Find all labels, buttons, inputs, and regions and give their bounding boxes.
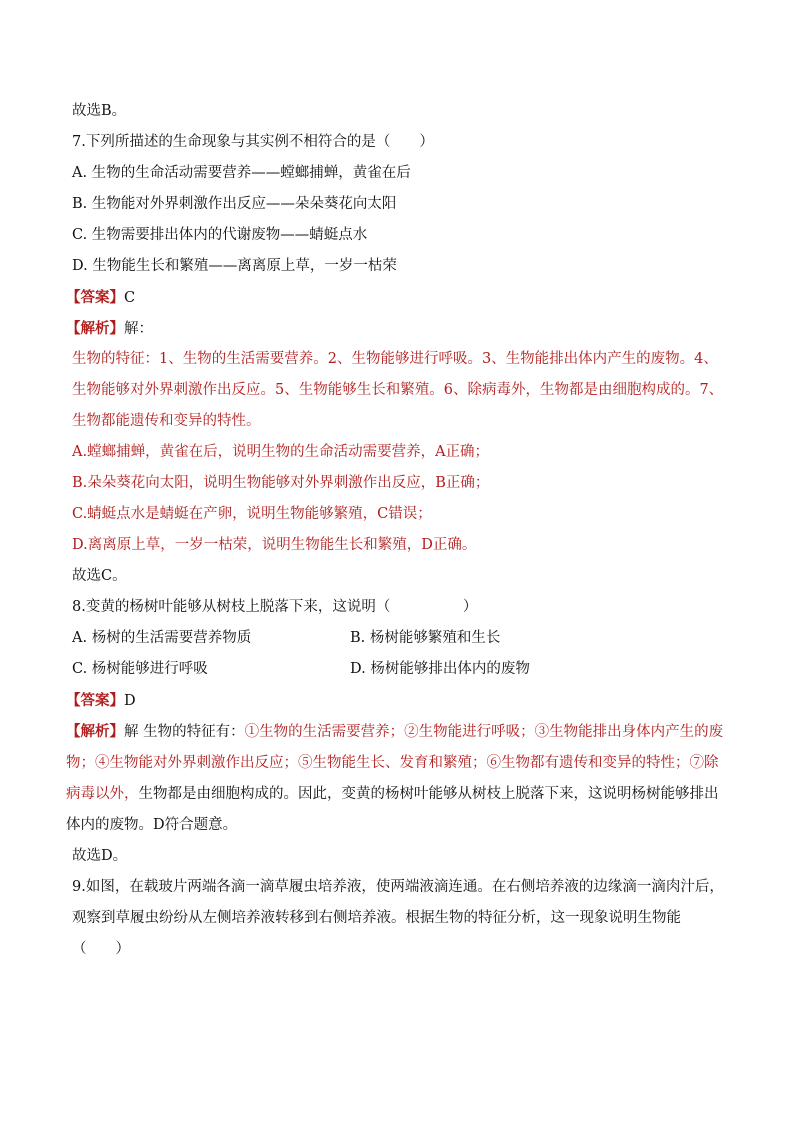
q9-question: 9.如图，在载玻片两端各滴一滴草履虫培养液，使两端液滴连通。在右侧培养液的边缘滴一滴肉汁后，观察到草履虫纷纷从左侧培养液转移到右侧培养液。根据生物的特征分析，这一现象说明生物能（ ） [72, 879, 724, 957]
q7-analysis-heading [66, 313, 726, 344]
q8-question: 8.变黄的杨树叶能够从树枝上脱落下来，这说明（ ） [72, 599, 478, 615]
q8-analysis-red: ①生物的生活需要营养；②生物能进行呼吸；③生物能排出身体内产生的废物；④生物能对外界刺激作出反应；⑤生物能生长、发育和繁殖；⑥生物都有遗传和变异的特性；⑦除病毒以外， [66, 724, 724, 802]
q7-analysis-item-d: D.离离原上草，一岁一枯荣，说明生物能生长和繁殖，D正确。 [72, 537, 477, 553]
q7-analysis-item-a: A.螳螂捕蝉，黄雀在后，说明生物的生命活动需要营养，A正确； [72, 444, 490, 460]
q8-analysis-tail: 生物都是由细胞构成的。因此，变黄的杨树叶能够从树枝上脱落下来，这说明杨树能够排出体内的废物。D符合题意。 [66, 786, 719, 833]
q8-option-d: D. 杨树能够排出体内的废物 [350, 661, 530, 677]
q8-answer-value: D [124, 693, 136, 709]
q7-option-d: D. 生物能生长和繁殖——离离原上草，一岁一枯荣 [72, 258, 397, 274]
q7-conclusion: 故选C。 [72, 568, 127, 584]
q7-option-c: C. 生物需要排出体内的代谢废物——蜻蜓点水 [72, 227, 368, 243]
q7-answer-tag: 【答案】 [66, 289, 124, 306]
q7-answer [66, 282, 726, 313]
q7-answer-value: C [124, 290, 136, 306]
q7-option-b: B. 生物能对外界刺激作出反应——朵朵葵花向太阳 [72, 196, 397, 212]
q8-conclusion: 故选D。 [72, 848, 128, 864]
q8-option-c: C. 杨树能够进行呼吸 [72, 661, 208, 677]
q8-option-b: B. 杨树能够繁殖和生长 [350, 630, 501, 646]
q7-analysis-body: 生物的特征：1、生物的生活需要营养。2、生物能够进行呼吸。3、生物能排出体内产生的废物。4、生物能够对外界刺激作出反应。5、生物能够生长和繁殖。6、除病毒外，生物都是由细胞构成的。7、生物都能遗传和变异的特性。 [72, 351, 724, 429]
q7-question: 7.下列所描述的生命现象与其实例不相符合的是（ ） [72, 134, 434, 150]
q7-analysis-tag: 【解析】 [66, 320, 124, 337]
document-page [66, 96, 726, 965]
q8-option-a: A. 杨树的生活需要营养物质 [72, 630, 252, 646]
q8-answer [66, 685, 726, 716]
q8-answer-tag: 【答案】 [66, 692, 124, 709]
q7-analysis-item-c: C.蜻蜓点水是蜻蜓在产卵，说明生物能够繁殖，C错误； [72, 506, 432, 522]
q8-analysis-head: 解 生物的特征有： [124, 724, 245, 740]
q8-analysis-tag: 【解析】 [66, 723, 124, 740]
q7-analysis-head: 解： [124, 321, 153, 337]
q8-options-row-2 [72, 654, 726, 685]
q7-option-a: A. 生物的生命活动需要营养——螳螂捕蝉，黄雀在后 [72, 165, 411, 181]
prev-conclusion: 故选B。 [72, 103, 127, 119]
q8-analysis [66, 716, 726, 841]
q8-options-row-1 [72, 623, 726, 654]
q7-analysis-item-b: B.朵朵葵花向太阳，说明生物能够对外界刺激作出反应，B正确； [72, 475, 490, 491]
